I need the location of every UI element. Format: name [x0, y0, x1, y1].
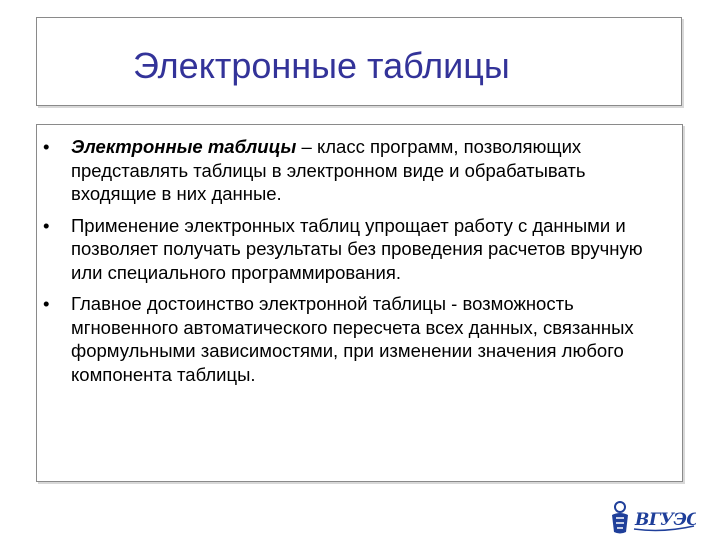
bullet-item — [37, 214, 682, 285]
bullet-dot: • — [43, 214, 50, 236]
bullet-text: – класс программ, позволяющих представлять таблицы в электронном виде и обрабатывать входящие в них данные. — [71, 136, 586, 204]
bullet-text: Главное достоинство электронной таблицы - возможность мгновенного автоматического пересчета всех данных, связанных формульными зависимостями, при изменении значения любого компонента таблицы. — [71, 293, 634, 385]
svg-text:ВГУЭС: ВГУЭС — [635, 510, 696, 530]
university-logo — [608, 496, 696, 536]
content-box — [36, 124, 683, 482]
bullet-term: Электронные таблицы — [71, 136, 297, 157]
bullet-item — [37, 135, 682, 206]
bullet-text: Применение электронных таблиц упрощает работу с данными и позволяет получать результаты без проведения расчетов вручную или специального программирования. — [71, 214, 643, 283]
slide-title: Электронные таблицы — [133, 45, 510, 86]
title-box — [36, 17, 682, 106]
bullet-item — [37, 292, 682, 386]
bullet-dot: • — [43, 136, 50, 157]
logo-icon — [608, 496, 696, 536]
bullet-dot: • — [43, 293, 50, 314]
bullet-list — [37, 135, 682, 394]
